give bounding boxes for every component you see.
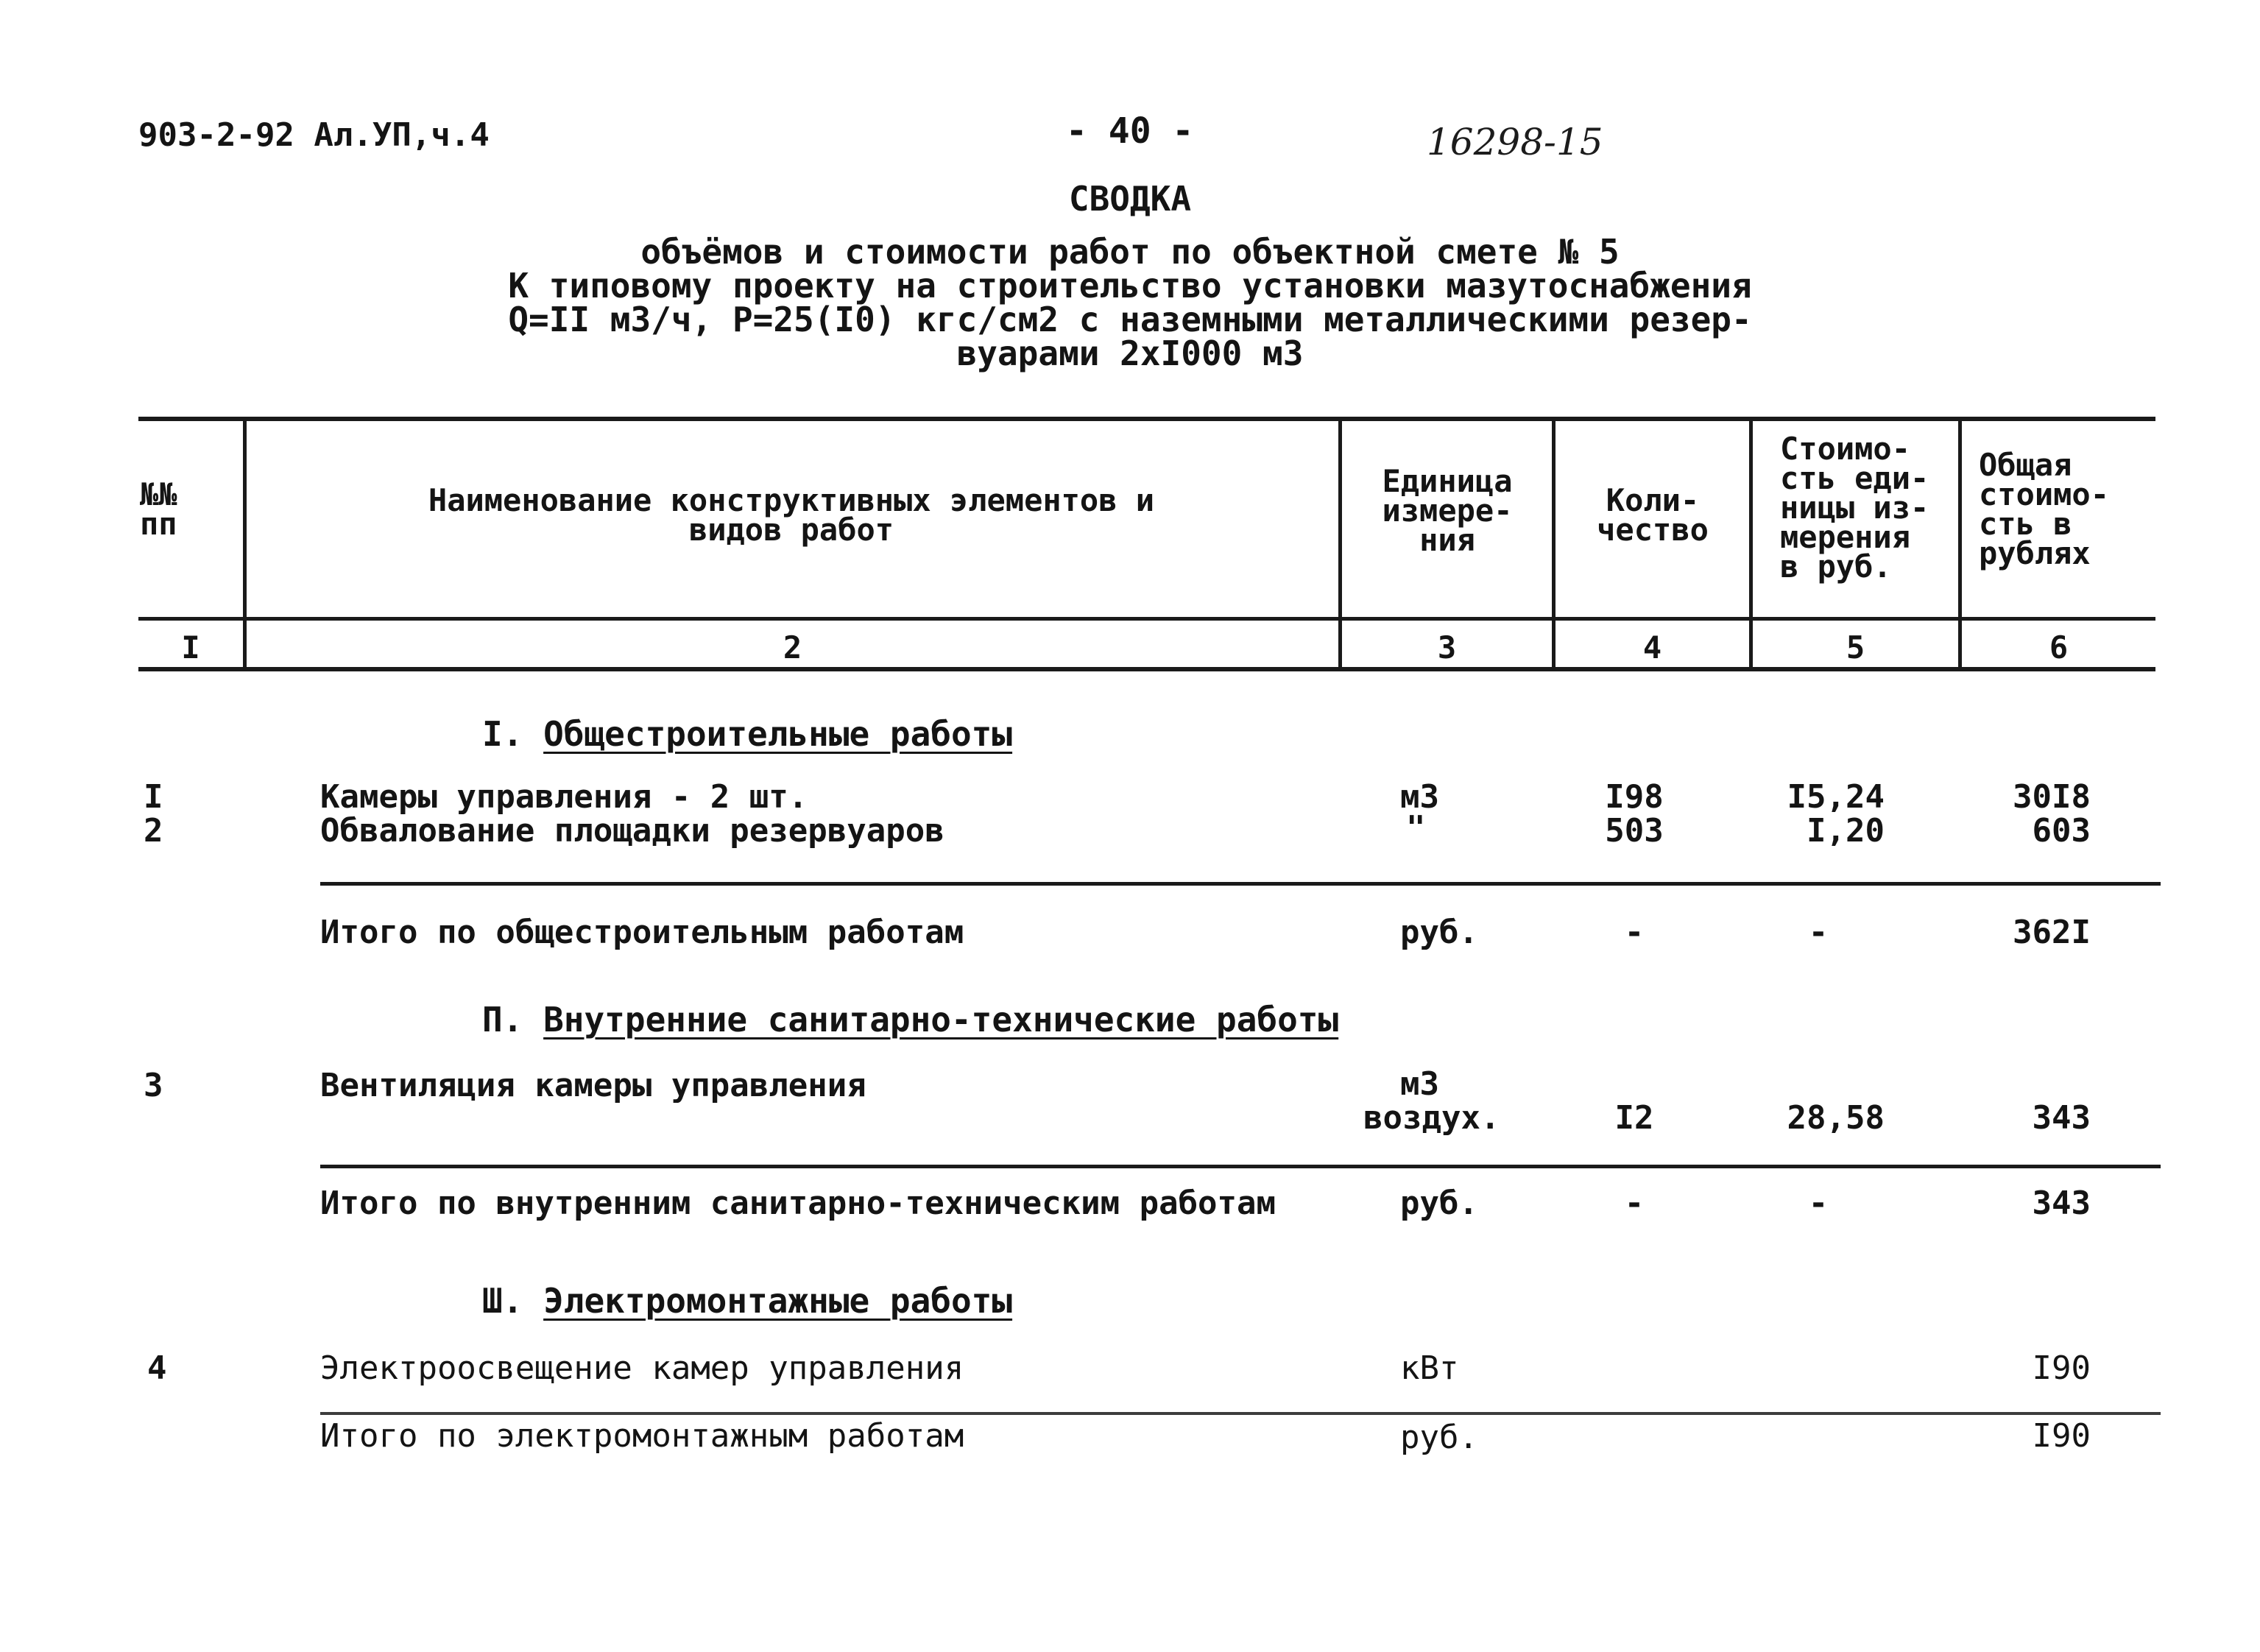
col-number-2: 2	[783, 629, 802, 666]
row-name: Вентиляция камеры управления	[320, 1067, 866, 1104]
subtotal-name: Итого по электромонтажным работам	[320, 1417, 964, 1455]
subtotal-rule-1	[320, 882, 2161, 886]
row-name: Обвалование площадки резервуаров	[320, 812, 944, 850]
header-bottom-rule	[138, 617, 2155, 621]
row-total: 30I8	[2013, 778, 2091, 816]
title-line-2: К типовому проекту на строительство установки мазутоснабжения	[508, 266, 1752, 306]
subtotal-total: 343	[2032, 1185, 2091, 1222]
col-header-number: №№ пп	[140, 476, 177, 542]
col-header-name: Наименование конструктивных элементов и видов работ	[428, 482, 1155, 548]
subtotal-quantity: -	[1624, 1185, 1645, 1222]
handwritten-reference: 16298-15	[1427, 121, 1603, 163]
subtotal-unit: руб.	[1400, 914, 1478, 951]
subtotal-total: I90	[2032, 1417, 2091, 1455]
title-line-4: вуарами 2хI000 м3	[956, 333, 1304, 373]
col-header-unit-price: Стоимо- сть еди- ницы из- мерения в руб.	[1780, 431, 1929, 585]
subtotal-unit-price: -	[1808, 1185, 1829, 1222]
row-quantity: 503	[1605, 812, 1664, 850]
row-number: 4	[147, 1349, 167, 1387]
row-unit-price: 28,58	[1787, 1099, 1885, 1137]
numbers-bottom-rule	[138, 667, 2155, 671]
subtotal-quantity: -	[1624, 914, 1645, 951]
row-total: I90	[2032, 1349, 2091, 1387]
row-number: I	[144, 778, 163, 816]
section-title-general-construction: I. Общестроительные работы	[482, 714, 1013, 754]
row-unit-price: I,20	[1807, 812, 1885, 850]
col-number-4: 4	[1642, 629, 1662, 666]
subtotal-total: 362I	[2013, 914, 2091, 951]
row-quantity: I2	[1614, 1099, 1654, 1137]
col-number-6: 6	[2049, 629, 2069, 666]
section-title-electrical-works: Ш. Электромонтажные работы	[482, 1281, 1013, 1321]
row-total: 603	[2032, 812, 2091, 850]
section-title-sanitary-works: П. Внутренние санитарно-технические работы	[482, 1000, 1339, 1039]
col-number-3: 3	[1437, 629, 1457, 666]
col-number-5: 5	[1846, 629, 1865, 666]
subtotal-unit: руб.	[1400, 1419, 1478, 1456]
document-code: 903-2-92 Ал.УП,ч.4	[138, 116, 490, 154]
subtotal-unit: руб.	[1400, 1185, 1478, 1222]
document-title: СВОДКА	[1068, 179, 1192, 219]
row-total: 343	[2032, 1099, 2091, 1137]
row-name: Электроосвещение камер управления	[320, 1349, 964, 1387]
col-header-total: Общая стоимо- сть в рублях	[1979, 447, 2110, 571]
page-number: - 40 -	[1066, 110, 1194, 152]
row-unit-line-1: м3	[1400, 1065, 1439, 1103]
title-line-3: Q=II м3/ч, Р=25(I0) кгс/см2 с наземными металлическими резер-	[508, 300, 1752, 339]
subtotal-unit-price: -	[1808, 914, 1829, 951]
subtotal-name: Итого по внутренним санитарно-техническим работам	[320, 1185, 1276, 1222]
col-number-1: I	[181, 629, 200, 666]
row-number: 3	[144, 1067, 163, 1104]
subtotal-rule-3	[320, 1412, 2161, 1415]
title-line-1: объёмов и стоимости работ по объектной смете № 5	[640, 232, 1620, 272]
col-header-unit: Единица измере- ния	[1382, 463, 1513, 558]
row-unit-line-2: воздух.	[1363, 1099, 1500, 1137]
row-unit-price: I5,24	[1787, 778, 1885, 816]
row-unit: м3	[1400, 778, 1439, 816]
row-name: Камеры управления - 2 шт.	[320, 778, 808, 816]
table-top-rule	[138, 417, 2155, 421]
col-header-quantity: Коли- чество	[1597, 482, 1709, 548]
row-quantity: I98	[1605, 778, 1664, 816]
row-number: 2	[144, 812, 163, 850]
row-unit: кВт	[1400, 1349, 1459, 1387]
subtotal-rule-2	[320, 1165, 2161, 1168]
row-unit: "	[1406, 809, 1426, 847]
subtotal-name: Итого по общестроительным работам	[320, 914, 964, 951]
